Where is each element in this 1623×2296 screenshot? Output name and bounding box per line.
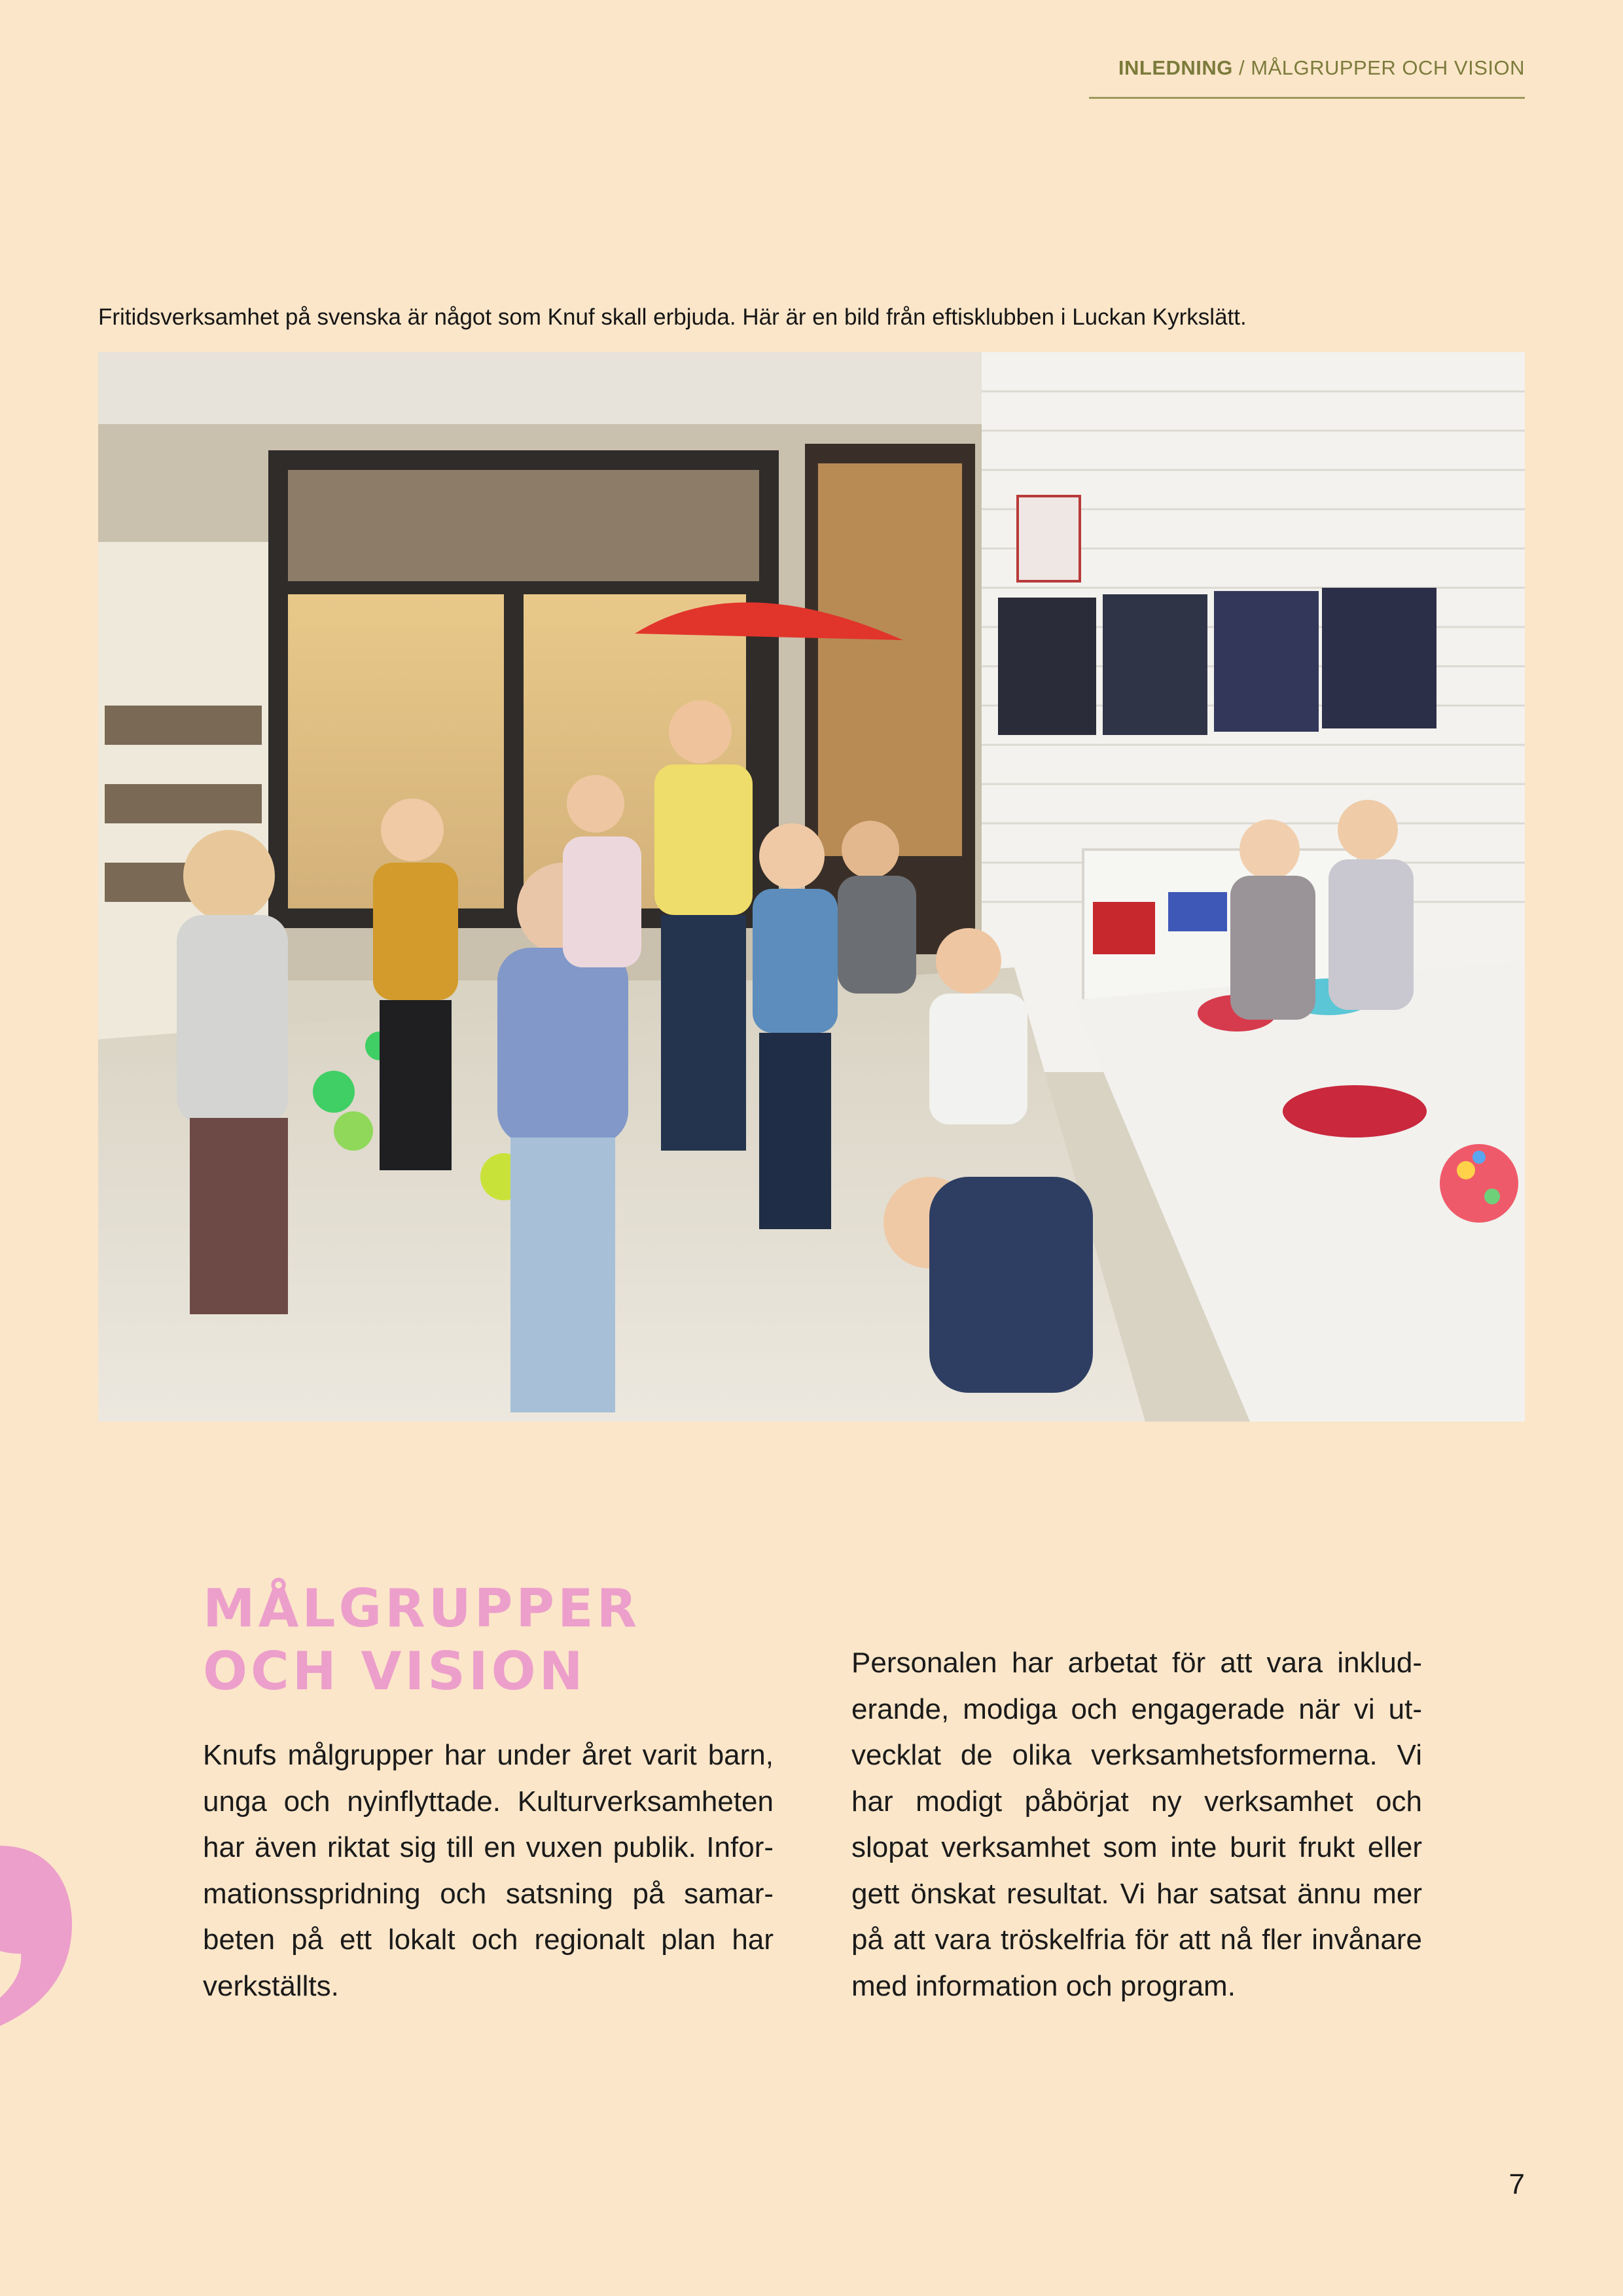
paragraph-staff-vision: Personalen har arbetat för att vara inkluderande, modiga och engagerade när vi utvecklat de olika verksamhetsformerna. Vi har modigt påbörjat ny verksamhet och slopat verksamhet som inte burit frukt eller gett önskat resultat. Vi har satsat ännu mer på att vara tröskelfria för att nå fler invånare med information och program. [851, 1647, 1422, 2002]
header-subsection: MÅLGRUPPER OCH VISION [1251, 56, 1525, 79]
header-separator: / [1232, 56, 1251, 79]
section-title [203, 1577, 640, 1703]
photo-caption: Fritidsverksamhet på svenska är något som Knuf skall erbjuda. Här är en bild från eftisklubben i Luckan Kyrkslätt. [98, 304, 1247, 330]
header-section: INLEDNING [1118, 56, 1233, 79]
section-title-line-2: OCH VISION [203, 1641, 586, 1702]
header-rule [1089, 97, 1525, 99]
section-title-line-1: MÅLGRUPPER [203, 1578, 641, 1639]
running-header [1118, 56, 1525, 80]
paragraph-target-groups: Knufs målgrupper har under året varit barn, unga och nyinflyttade. Kulturverksamheten har även riktat sig till en vuxen publik. Informationsspridning och satsning på samarbeten på ett lokalt och regionalt plan har verkställts. [203, 1739, 774, 2002]
photo-children-club [98, 352, 1525, 1422]
decorative-comma-icon [0, 1846, 72, 2036]
page-number: 7 [1508, 2168, 1525, 2200]
